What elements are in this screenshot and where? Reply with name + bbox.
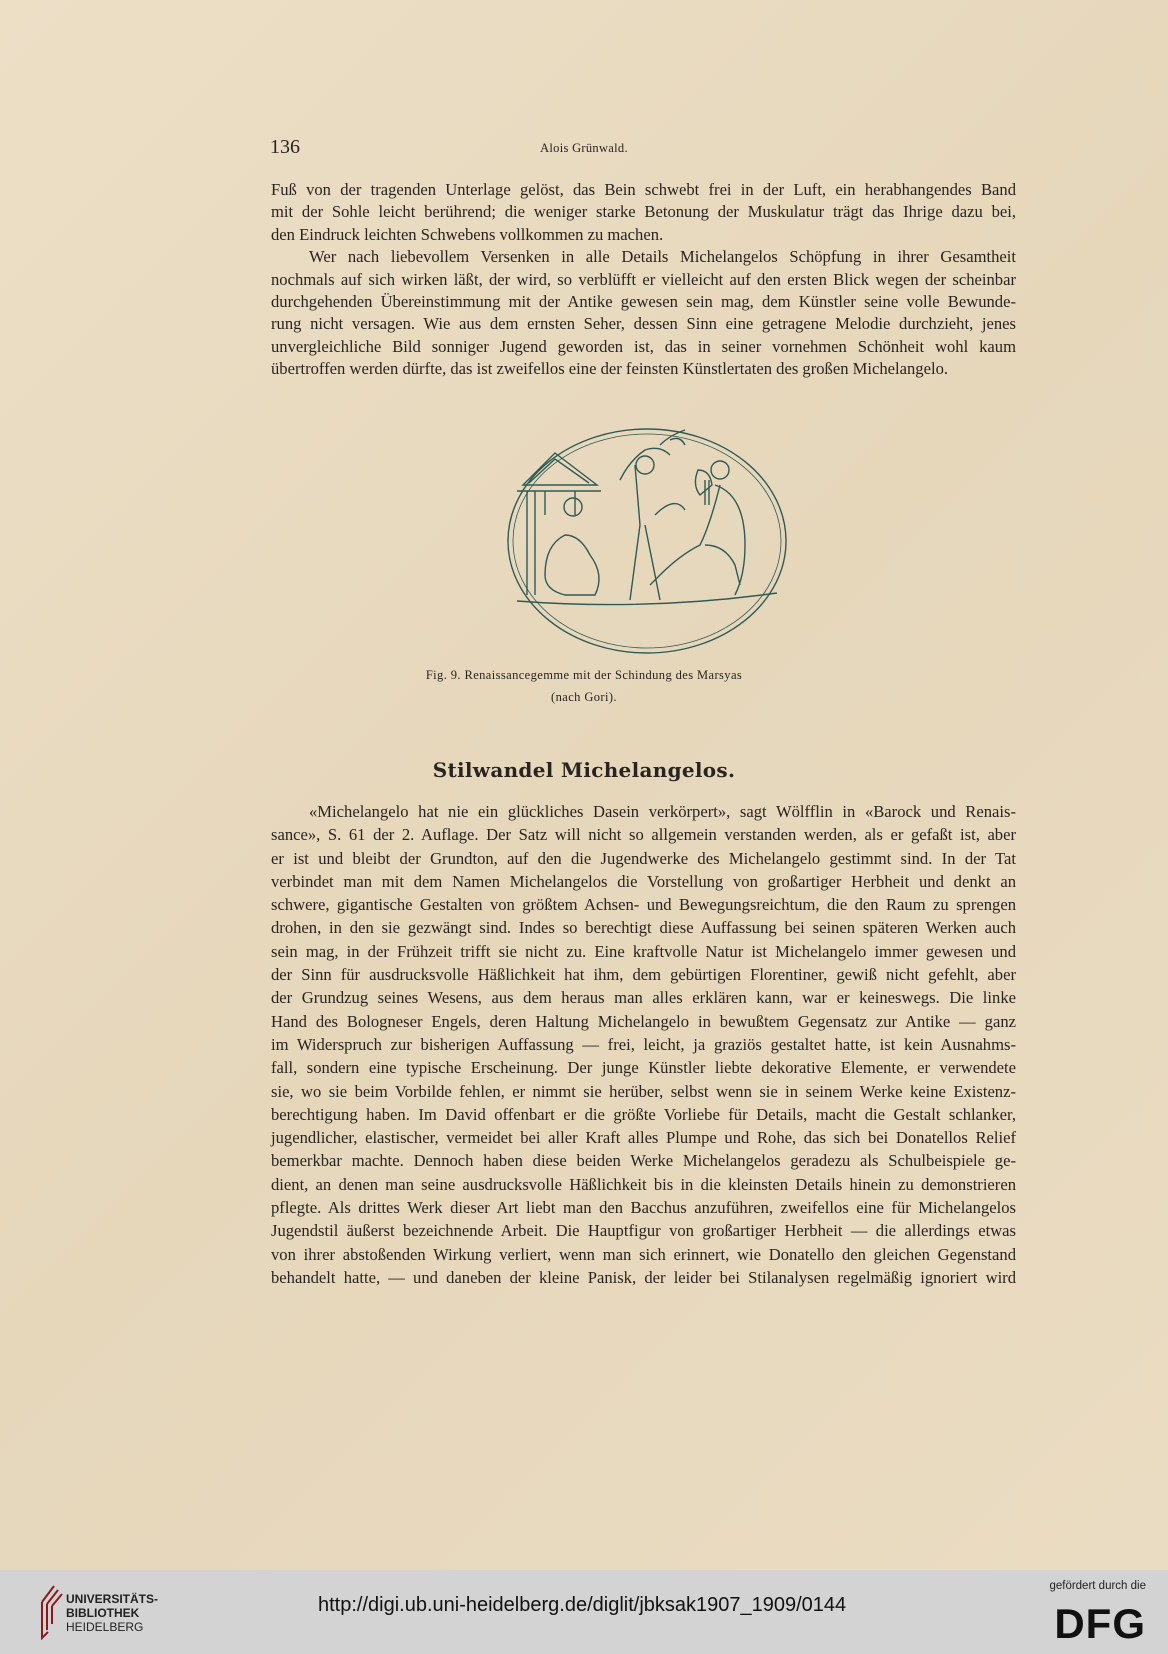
- page-number: 136: [270, 136, 300, 158]
- text-line: sein mag, in der Frühzeit trifft sie nicht zu. Eine kraftvolle Natur ist Michelangelo immer gewesen und: [271, 941, 1016, 961]
- text-line: im Widerspruch zur bisherigen Auffassung — frei, leicht, ja graziös gestaltet hatte, ist kein Ausnahms-: [271, 1034, 1016, 1054]
- text-line: bemerkbar machte. Dennoch haben diese beiden Werke Michelangelos geradezu als Schulbeispiele ge-: [271, 1151, 1016, 1171]
- text-line: mit der Sohle leicht berührend; die weniger starke Betonung der Muskulatur trägt das Ihrige dazu bei,: [271, 202, 1016, 222]
- text-line: drohen, in den sie gezwängt sind. Indes so berechtigt diese Auffassung bei seinen späteren Werken auch: [271, 918, 1016, 938]
- text-line: übertroffen werden dürfte, das ist zweifellos eine der feinsten Künstlertaten des großen Michelangelo.: [271, 359, 949, 379]
- text-line: der Sinn für ausdrucksvolle Häßlichkeit hat ihm, dem gebürtigen Florentiner, gewiß nicht gefehlt, aber: [271, 965, 1016, 985]
- text-line: durchgehenden Übereinstimmung mit der Antike gewesen sein mag, dem Künstler seine volle Bewunde-: [271, 291, 1016, 311]
- section-heading: Stilwandel Michelangelos.: [432, 758, 736, 782]
- gem-illustration: [505, 425, 790, 657]
- text-line: verbindet man mit dem Namen Michelangelos die Vorstellung von großartiger Herbheit und denkt an: [271, 871, 1016, 891]
- paragraph-3: [271, 800, 1016, 1289]
- text-line: er ist und bleibt der Grundton, auf den die Jugendwerke des Michelangelo gestimmt sind. In der Tat: [271, 848, 1016, 868]
- university-library-name: [66, 1592, 158, 1634]
- viewer-footer: [0, 1570, 1168, 1654]
- text-line: dient, an denen man seine ausdrucksvolle Häßlichkeit bis in die kleinsten Details hinein zu demonstrieren: [271, 1174, 1016, 1194]
- text-line: jugendlicher, elastischer, vermeidet bei aller Kraft alles Plumpe und Rohe, das sich bei Donatellos Relief: [271, 1128, 1016, 1148]
- text-line: unvergleichliche Bild sonniger Jugend geworden ist, das in seiner vornehmen Schönheit wohl kaum: [271, 336, 1016, 356]
- text-line: Jugendstil äußerst bezeichnende Arbeit. Die Hauptfigur von großartiger Herbheit — die allerdings etwas: [271, 1221, 1016, 1241]
- library-line-2: BIBLIOTHEK: [66, 1606, 140, 1620]
- text-line: «Michelangelo hat nie ein glückliches Dasein verkörpert», sagt Wölfflin in «Barock und Renais-: [309, 802, 1016, 821]
- text-line: sie, wo sie beim Vorbilde fehlen, er nimmt sie herüber, selbst wenn sie in seinem Werke keine Existenz-: [271, 1081, 1016, 1101]
- text-line: von ihrer abstoßenden Wirkung verliert, wenn man sich erinnert, wie Donatello den gleichen Gegenstand: [271, 1244, 1016, 1264]
- text-line: den Eindruck leichten Schwebens vollkommen zu machen.: [271, 224, 664, 244]
- library-line-1: UNIVERSITÄTS-: [66, 1592, 159, 1606]
- text-line: berechtigung haben. Im David offenbart er die größte Vorliebe für Details, macht die Gestalt schlanker,: [271, 1104, 1016, 1124]
- text-line: behandelt hatte, — und daneben der kleine Panisk, der leider bei Stilanalysen regelmäßig ignoriert wird: [271, 1267, 1016, 1287]
- text-line: Fuß von der tragenden Unterlage gelöst, das Bein schwebt frei in der Luft, ein herabhangendes Band: [271, 180, 1016, 199]
- text-line: Wer nach liebevollem Versenken in alle Details Michelangelos Schöpfung in ihrer Gesamtheit: [309, 247, 1016, 267]
- text-line: fall, sondern eine typische Erscheinung. Der junge Künstler liebte dekorative Elemente, er verwendete: [271, 1058, 1016, 1078]
- permalink-url[interactable]: http://digi.ub.uni-heidelberg.de/diglit/jbksak1907_1909/0144: [318, 1594, 847, 1616]
- text-line: sance», S. 61 der 2. Auflage. Der Satz will nicht so allgemein verstanden werden, als er gefaßt ist, aber: [271, 825, 1016, 845]
- paragraph-1: [271, 179, 1016, 381]
- text-line: rung nicht versagen. Wie aus dem ernsten Seher, dessen Sinn eine getragene Melodie durchzieht, jenes: [271, 314, 1016, 334]
- text-line: nochmals auf sich wirken läßt, der wird, so verblüfft er vielleicht auf den ersten Blick wegen der scheinbar: [271, 269, 1016, 289]
- funding-label: gefördert durch die: [1049, 1580, 1146, 1592]
- text-line: schwere, gigantische Gestalten von größtem Achsen- und Bewegungsreichtum, die den Raum zu sprengen: [271, 895, 1016, 915]
- text-line: der Grundzug seines Wesens, aus dem heraus man alles erklären kann, war er keineswegs. Die linke: [271, 988, 1016, 1008]
- figure-caption-source: (nach Gori).: [551, 690, 617, 704]
- university-library-logo-icon[interactable]: [40, 1582, 64, 1640]
- figure-caption: Fig. 9. Renaissancegemme mit der Schindung des Marsyas: [425, 668, 743, 682]
- text-line: pflegte. Als drittes Werk dieser Art liebt man den Bacchus anzuführen, zweifellos eine für Michelangelos: [271, 1198, 1016, 1218]
- text-line: Hand des Bologneser Engels, deren Haltung Michelangelo in bewußtem Gegensatz zur Antike — ganz: [271, 1011, 1016, 1031]
- library-line-3: HEIDELBERG: [66, 1620, 144, 1634]
- running-head: Alois Grünwald.: [540, 141, 628, 155]
- dfg-logo[interactable]: DFG: [1054, 1600, 1146, 1647]
